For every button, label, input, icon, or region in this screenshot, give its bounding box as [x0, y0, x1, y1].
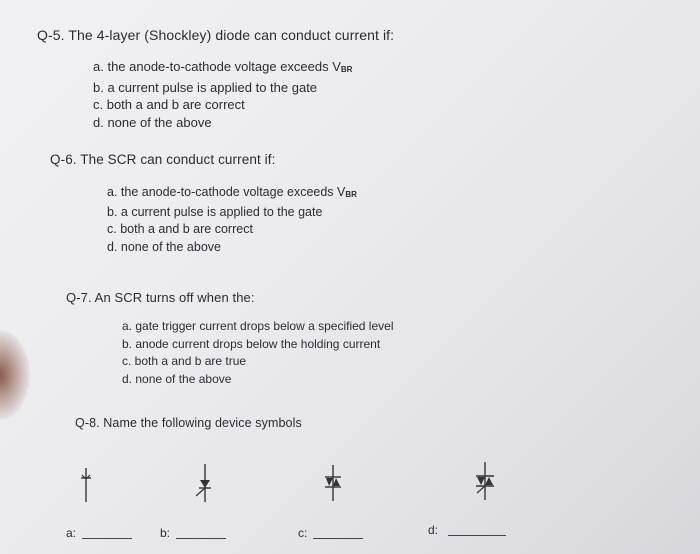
- answer-b: [160, 526, 226, 540]
- answer-a: [66, 526, 132, 540]
- q6-option-b: b. a current pulse is applied to the gate: [107, 204, 323, 219]
- q5-option-a: a. the anode-to-cathode voltage exceeds VBR: [93, 59, 353, 74]
- answer-b-blank[interactable]: [176, 538, 226, 539]
- answer-a-blank[interactable]: [82, 538, 132, 539]
- q6-options: [107, 184, 357, 256]
- q5-options: [93, 58, 352, 131]
- q6-option-d: d. none of the above: [107, 239, 221, 254]
- answer-d-blank[interactable]: [448, 535, 506, 536]
- q7-title: Q-7. An SCR turns off when the:: [66, 290, 255, 305]
- q6-option-a: a. the anode-to-cathode voltage exceeds VBR: [107, 185, 357, 199]
- device-symbol-c-icon: [318, 463, 348, 503]
- answer-d-label: d:: [428, 523, 439, 537]
- device-symbol-a-icon: [80, 466, 100, 506]
- answer-b-label: b:: [160, 526, 171, 540]
- q5-option-d: d. none of the above: [93, 114, 212, 130]
- answer-d: [428, 523, 506, 537]
- q5-option-b: b. a current pulse is applied to the gate: [93, 79, 318, 95]
- finger-shadow: [0, 330, 30, 420]
- q7-option-b: b. anode current drops below the holding current: [122, 336, 381, 351]
- q6-option-c: c. both a and b are correct: [107, 222, 253, 236]
- q7-option-c: c. both a and b are true: [122, 354, 247, 368]
- answer-a-label: a:: [66, 526, 77, 540]
- q7-options: [122, 318, 393, 388]
- q7-option-d: d. none of the above: [122, 371, 232, 386]
- q7-option-a: a. gate trigger current drops below a specified level: [122, 319, 394, 333]
- device-symbol-d-icon: [468, 460, 502, 504]
- answer-c-label: c:: [298, 526, 308, 540]
- answer-c-blank[interactable]: [313, 538, 363, 539]
- device-symbol-b-icon: [191, 462, 221, 506]
- q8-title: Q-8. Name the following device symbols: [75, 416, 302, 430]
- q6-title: Q-6. The SCR can conduct current if:: [50, 152, 276, 167]
- q5-option-c: c. both a and b are correct: [93, 97, 245, 112]
- answer-c: [298, 526, 363, 540]
- q5-title: Q-5. The 4-layer (Shockley) diode can conduct current if:: [37, 27, 395, 43]
